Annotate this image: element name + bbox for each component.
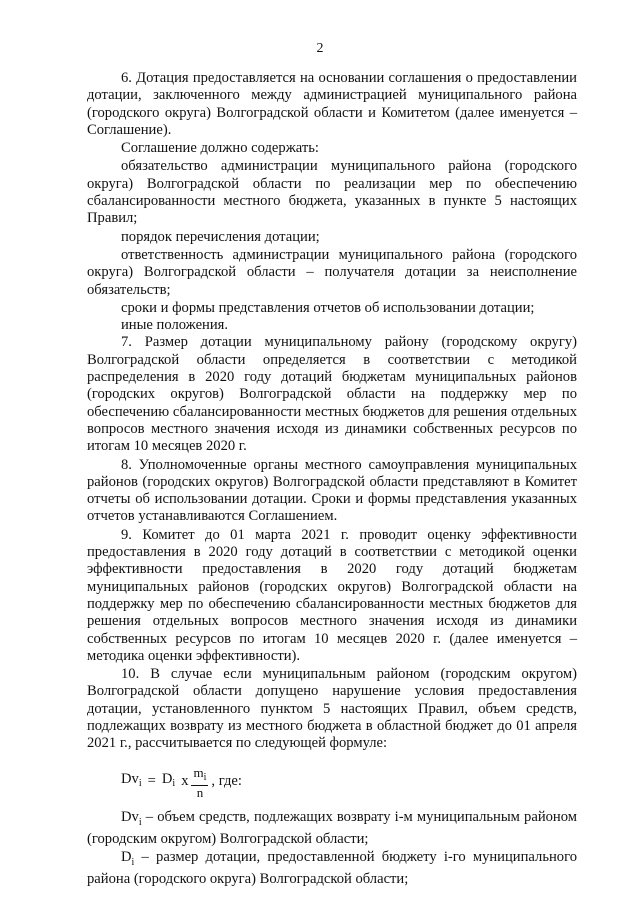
agreement-item-responsibility: ответственность администрации муниципального района (городского округа) Волгоградской области – получателя дотации за неисполнение обязательств; xyxy=(87,246,577,298)
definition-dvi: $Dv_i$ – объем средств, подлежащих возврату i-м муниципальным районом (городским округом) Волгоградской области; xyxy=(87,808,577,847)
paragraph-9: 9. Комитет до 01 марта 2021 г. проводит оценку эффективности предоставления в 2020 году дотаций в соответствии с методикой оценки эффективности предоставления в 2020 году дотаций бюджетам муниципальных районов (городских округов) Волгоградской области на поддержку мер по обеспечению сбалансированности местных бюджетов для решения отдельных вопросов местного значения исходя из динамики собственных ресурсов по итогам 10 месяцев 2020 г. (далее именуется – методика оценки эффективности). xyxy=(87,526,577,664)
paragraph-agreement-intro: Соглашение должно содержать: xyxy=(121,140,319,157)
document-body xyxy=(87,70,577,889)
formula-numerator: $m_i$ xyxy=(191,766,208,786)
paragraph-6: 6. Дотация предоставляется на основании соглашения о предоставлении дотации, заключенного между администрацией муниципального района (городского округа) Волгоградской области и Комитетом (далее именуется – Соглашение). xyxy=(87,70,577,138)
formula-fraction xyxy=(191,766,208,800)
definition-di: $D_i$ – размер дотации, предоставленной бюджету i-го муниципального района (городского округа) Волгоградской области; xyxy=(87,849,577,888)
paragraph-8: 8. Уполномоченные органы местного самоуправления муниципальных районов (городских округов) Волгоградской области представляют в Комитет отчеты об использовании дотации. Сроки и формы представления указанных отчетов устанавливаются Соглашением. xyxy=(87,456,577,525)
page-number: 2 xyxy=(316,41,324,56)
formula-d: $D_i$ xyxy=(161,770,176,789)
formula-equals: = xyxy=(147,772,156,789)
formula-suffix: , где: xyxy=(211,772,242,789)
paragraph-10: 10. В случае если муниципальным районом (городским округом) Волгоградской области допущено нарушение условия предоставления дотации, установленного пунктом 5 настоящих Правил, объем средств, подлежащих возврату из местного бюджета в областной бюджет до 01 апреля 2021 г., рассчитывается по следующей формуле: xyxy=(87,666,577,752)
agreement-item-other: иные положения. xyxy=(121,317,229,334)
formula-lhs: $Dv_i$ xyxy=(121,770,142,789)
return-formula xyxy=(121,764,577,800)
agreement-item-transfer-order: порядок перечисления дотации; xyxy=(121,228,320,245)
formula-denominator: n xyxy=(196,784,204,800)
formula-times: x xyxy=(181,772,189,789)
paragraph-7: 7. Размер дотации муниципальному району (городскому округу) Волгоградской области определяется в соответствии с методикой распределения в 2020 году дотаций бюджетам муниципальных районов (городских округов) Волгоградской области на поддержку мер по обеспечению сбалансированности местных бюджетов для решения отдельных вопросов местного значения исходя из динамики собственных ресурсов по итогам 10 месяцев 2020 г. xyxy=(87,334,577,455)
agreement-item-reporting: сроки и формы представления отчетов об использовании дотации; xyxy=(121,299,535,316)
agreement-item-obligation: обязательство администрации муниципального района (городского округа) Волгоградской области по реализации мер по обеспечению сбалансированности местного бюджета, указанных в пункте 5 настоящих Правил; xyxy=(87,158,577,227)
